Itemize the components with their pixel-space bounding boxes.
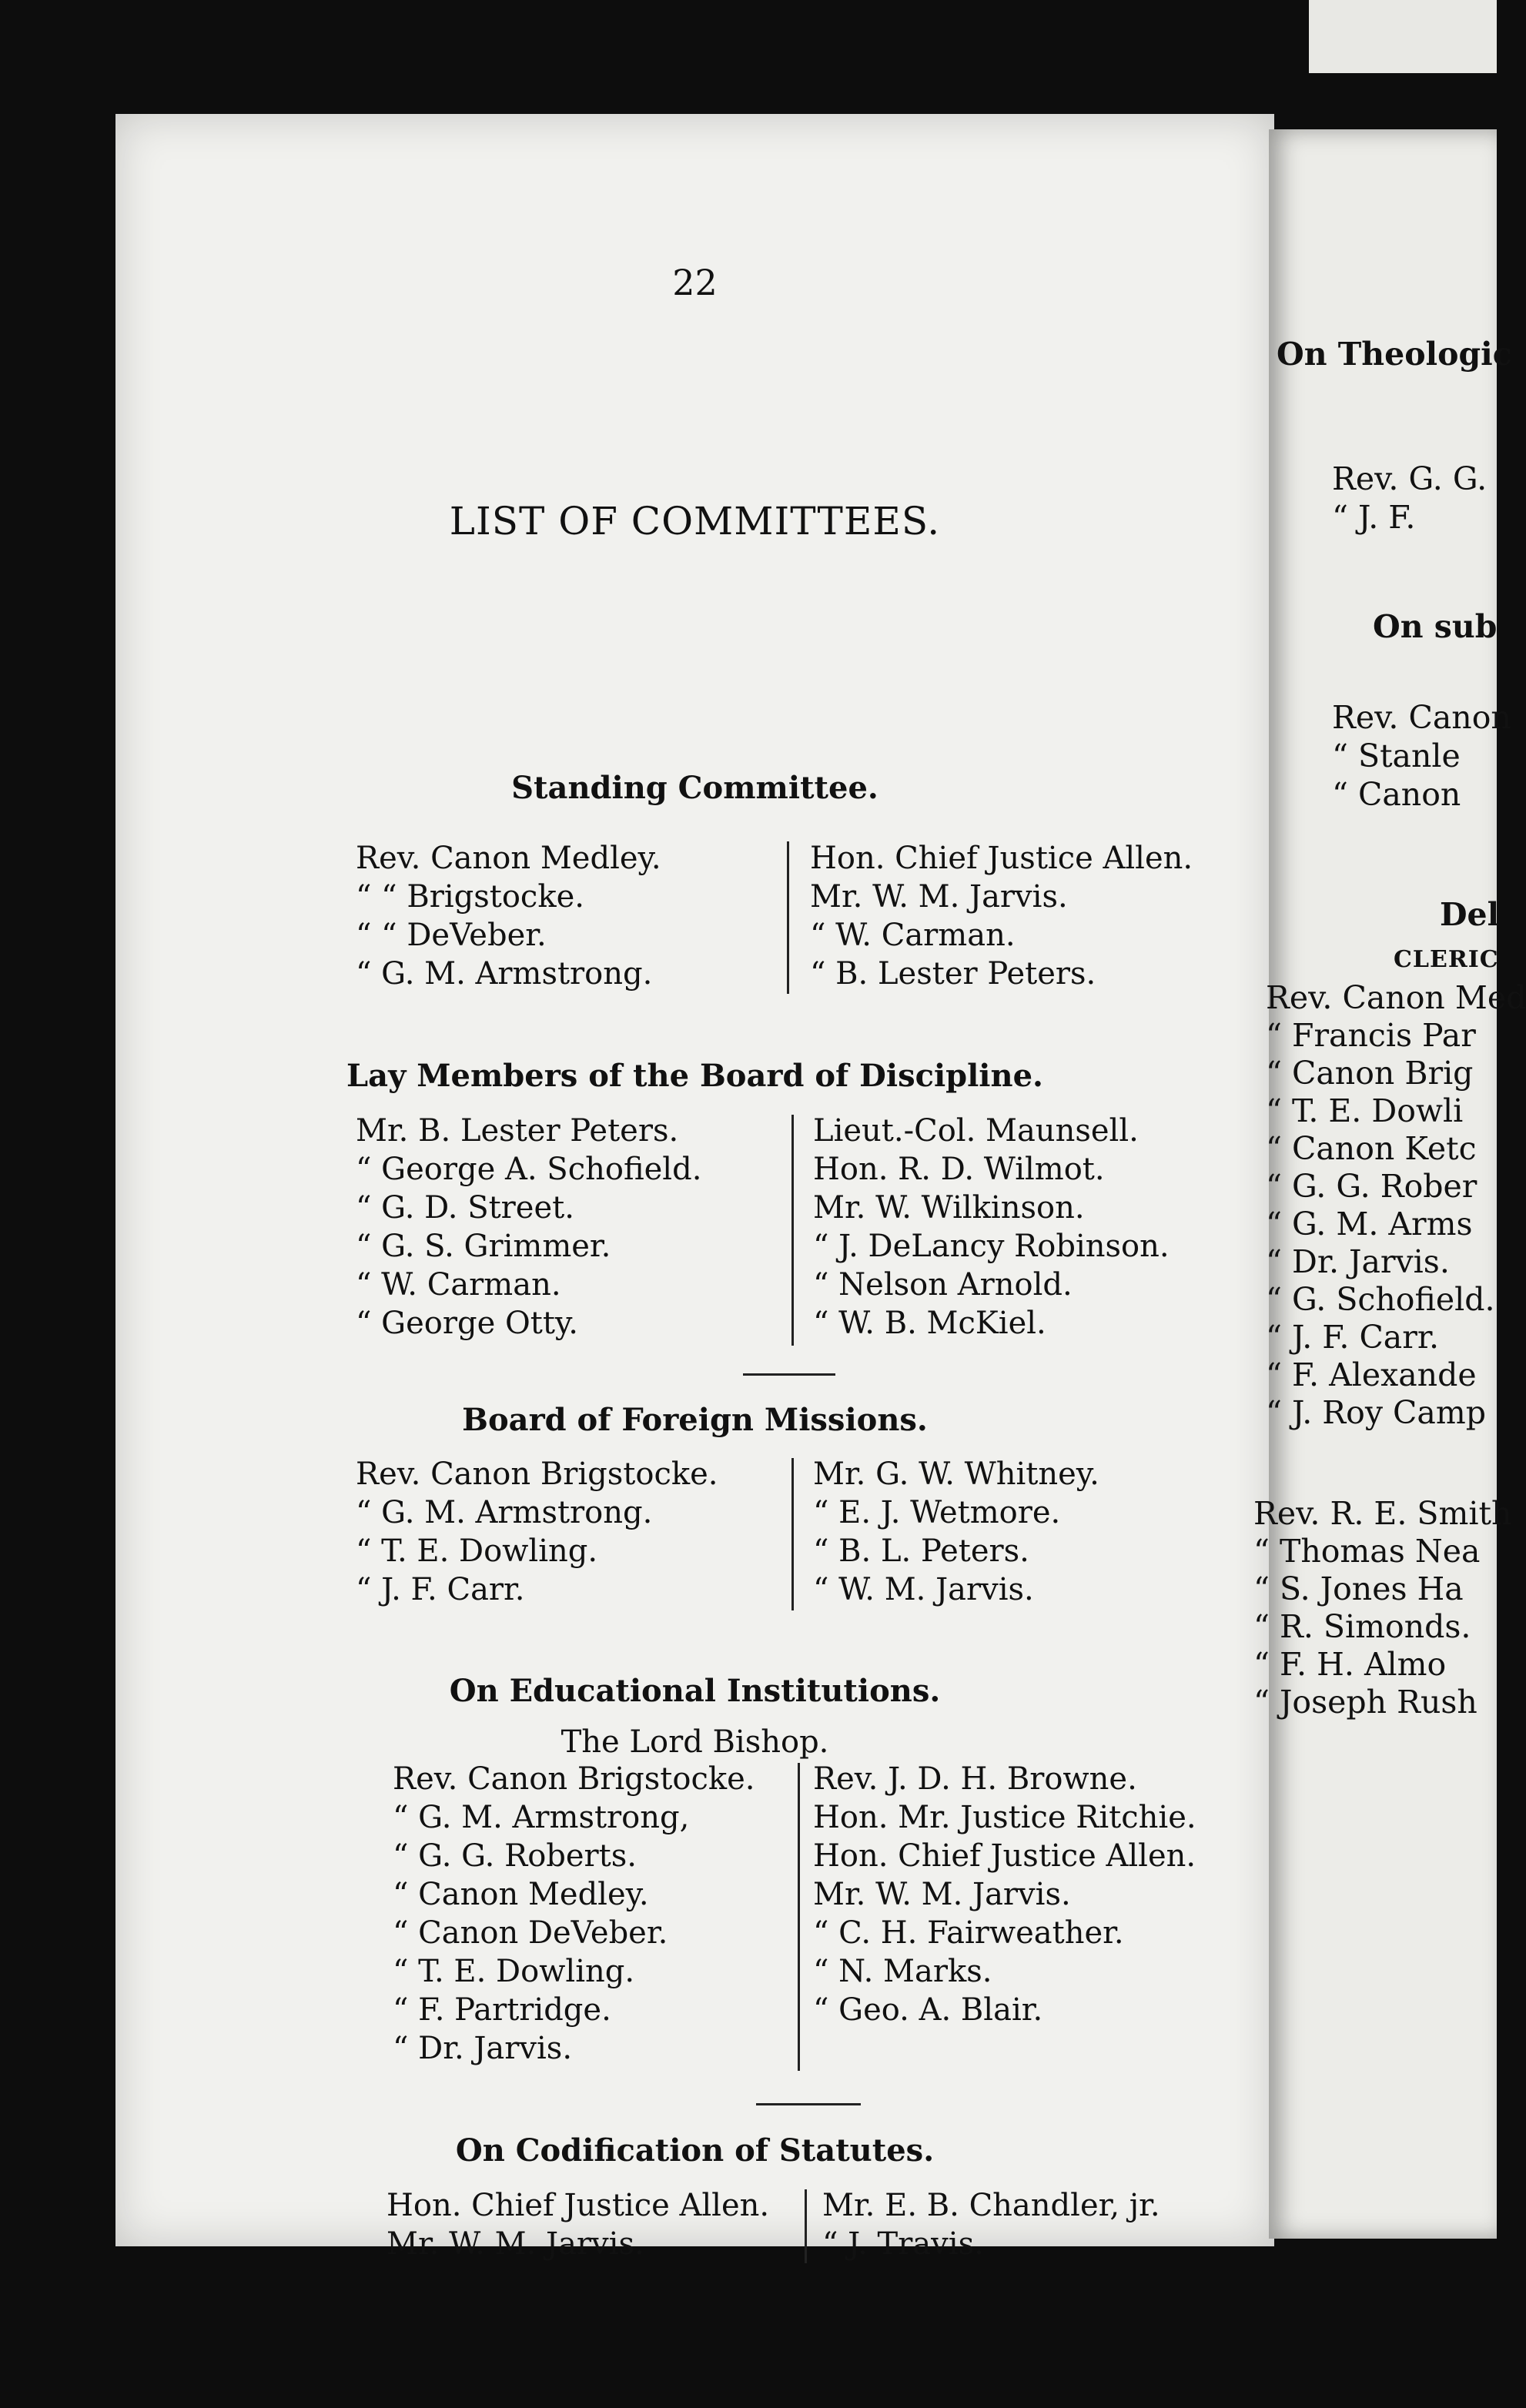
section-heading-standing-committee: Standing Committee. — [511, 770, 878, 806]
member-name: “ Geo. A. Blair. — [813, 1992, 1043, 2028]
member-name: “ Dr. Jarvis. — [393, 2031, 573, 2066]
member-name: “ C. H. Fairweather. — [813, 1915, 1124, 1951]
member-name: “ W. Carman. — [356, 1267, 561, 1303]
facing-page-top-edge — [1309, 0, 1497, 73]
facing-line: “ Stanle — [1332, 737, 1461, 774]
facing-line: “ Joseph Rush — [1253, 1684, 1477, 1721]
facing-line: “ T. E. Dowli — [1266, 1092, 1464, 1129]
member-name: Mr. E. B. Chandler, jr. — [822, 2188, 1160, 2223]
member-name: “ T. E. Dowling. — [393, 1954, 635, 1989]
member-name: “ G. S. Grimmer. — [356, 1229, 611, 1264]
facing-line: “ G. M. Arms — [1266, 1206, 1473, 1242]
facing-line: “ R. Simonds. — [1253, 1608, 1471, 1645]
member-name: “ G. M. Armstrong. — [356, 1495, 653, 1530]
foreign-missions-right — [813, 1455, 1099, 1609]
member-name: “ “ DeVeber. — [356, 918, 547, 953]
facing-line: “ Canon Ketc — [1266, 1130, 1477, 1167]
facing-line: “ G. Schofield. — [1266, 1281, 1495, 1318]
member-name: Hon. Chief Justice Allen. — [813, 1838, 1196, 1874]
codification-right — [822, 2186, 1160, 2263]
section-rule — [756, 2103, 861, 2105]
member-name: Rev. Canon Medley. — [356, 841, 661, 876]
discipline-board-left — [356, 1112, 701, 1343]
section-heading-codification-of-statutes: On Codification of Statutes. — [455, 2132, 935, 2169]
member-name: Mr. W. M. Jarvis. — [813, 1877, 1071, 1912]
facing-line: “ J. F. Carr. — [1266, 1319, 1439, 1356]
facing-line: Rev. G. G. — [1332, 460, 1488, 497]
discipline-board-right — [813, 1112, 1170, 1343]
member-name: “ G. M. Armstrong, — [393, 1800, 690, 1835]
member-name: “ J. DeLancy Robinson. — [813, 1229, 1170, 1264]
member-name: “ Canon DeVeber. — [393, 1915, 668, 1951]
facing-line: “ F. H. Almo — [1253, 1646, 1447, 1683]
member-name: “ T. E. Dowling. — [356, 1533, 598, 1569]
member-name: Hon. Chief Justice Allen. — [810, 841, 1193, 876]
facing-page — [1253, 129, 1526, 2239]
member-name: “ B. Lester Peters. — [810, 956, 1096, 992]
member-name: “ W. Carman. — [810, 918, 1016, 953]
member-name: “ George Otty. — [356, 1306, 578, 1341]
educational-institutions-left — [393, 1760, 755, 2068]
section-heading-educational-institutions: On Educational Institutions. — [449, 1673, 941, 1709]
facing-heading: On sub — [1373, 608, 1498, 645]
facing-line: “ J. F. — [1332, 499, 1416, 536]
column-divider — [791, 1115, 794, 1346]
member-name: Mr. W. Wilkinson. — [813, 1190, 1085, 1226]
codification-left — [387, 2186, 769, 2263]
member-name: “ G. G. Roberts. — [393, 1838, 637, 1874]
facing-line: “ Dr. Jarvis. — [1266, 1243, 1450, 1280]
member-name: Hon. R. D. Wilmot. — [813, 1152, 1105, 1187]
facing-heading: Del — [1440, 896, 1500, 933]
member-name: “ E. J. Wetmore. — [813, 1495, 1061, 1530]
page-title: LIST OF COMMITTEES. — [449, 499, 941, 543]
member-name: Lieut.-Col. Maunsell. — [813, 1113, 1139, 1149]
member-name: Rev. J. D. H. Browne. — [813, 1761, 1137, 1797]
member-name: “ B. L. Peters. — [813, 1533, 1029, 1569]
member-name: “ N. Marks. — [813, 1954, 992, 1989]
facing-line: “ F. Alexande — [1266, 1356, 1477, 1393]
member-name: “ W. M. Jarvis. — [813, 1572, 1034, 1607]
member-name: “ Canon Medley. — [393, 1877, 649, 1912]
educational-institutions-right — [813, 1760, 1196, 2029]
member-name: “ George A. Schofield. — [356, 1152, 702, 1187]
member-name: “ G. M. Armstrong. — [356, 956, 653, 992]
section-rule — [743, 1373, 835, 1376]
member-name: “ Nelson Arnold. — [813, 1267, 1073, 1303]
facing-line: “ J. Roy Camp — [1266, 1394, 1486, 1431]
standing-committee-laity — [810, 839, 1193, 993]
facing-line: “ Francis Par — [1266, 1017, 1476, 1054]
facing-line: “ Thomas Nea — [1253, 1533, 1481, 1570]
section-subheading: The Lord Bishop. — [561, 1724, 829, 1760]
section-heading-foreign-missions: Board of Foreign Missions. — [462, 1402, 928, 1438]
member-name: “ “ Brigstocke. — [356, 879, 584, 915]
member-name: “ J. Travis. — [822, 2226, 984, 2262]
column-divider — [791, 1458, 794, 1610]
facing-line: “ G. G. Rober — [1266, 1168, 1477, 1205]
column-divider — [787, 841, 789, 994]
member-name: “ G. D. Street. — [356, 1190, 574, 1226]
facing-line: “ Canon Brig — [1266, 1055, 1474, 1092]
facing-subheading: CLERIC — [1394, 946, 1499, 973]
member-name: “ W. B. McKiel. — [813, 1306, 1046, 1341]
section-heading-board-of-discipline: Lay Members of the Board of Discipline. — [346, 1058, 1043, 1094]
facing-line: “ S. Jones Ha — [1253, 1570, 1464, 1607]
member-name: Hon. Chief Justice Allen. — [387, 2188, 770, 2223]
member-name: Mr. G. W. Whitney. — [813, 1457, 1099, 1492]
member-name: Mr. W. M. Jarvis. — [387, 2226, 644, 2262]
member-name: Mr. W. M. Jarvis. — [810, 879, 1068, 915]
member-name: “ J. F. Carr. — [356, 1572, 525, 1607]
member-name: Mr. B. Lester Peters. — [356, 1113, 679, 1149]
foreign-missions-left — [356, 1455, 718, 1609]
member-name: Hon. Mr. Justice Ritchie. — [813, 1800, 1196, 1835]
column-divider — [798, 1763, 800, 2071]
member-name: Rev. Canon Brigstocke. — [356, 1457, 718, 1492]
column-divider — [805, 2189, 807, 2263]
facing-heading: On Theologic — [1277, 336, 1512, 373]
facing-line: Rev. Canon — [1332, 699, 1511, 736]
facing-line: Rev. Canon Med — [1266, 979, 1526, 1016]
page-number: 22 — [672, 262, 718, 303]
facing-line: Rev. R. E. Smith — [1253, 1495, 1512, 1532]
facing-line: “ Canon — [1332, 776, 1461, 813]
member-name: “ F. Partridge. — [393, 1992, 611, 2028]
standing-committee-clergy — [356, 839, 661, 993]
member-name: Rev. Canon Brigstocke. — [393, 1761, 755, 1797]
document-page — [115, 114, 1274, 2262]
